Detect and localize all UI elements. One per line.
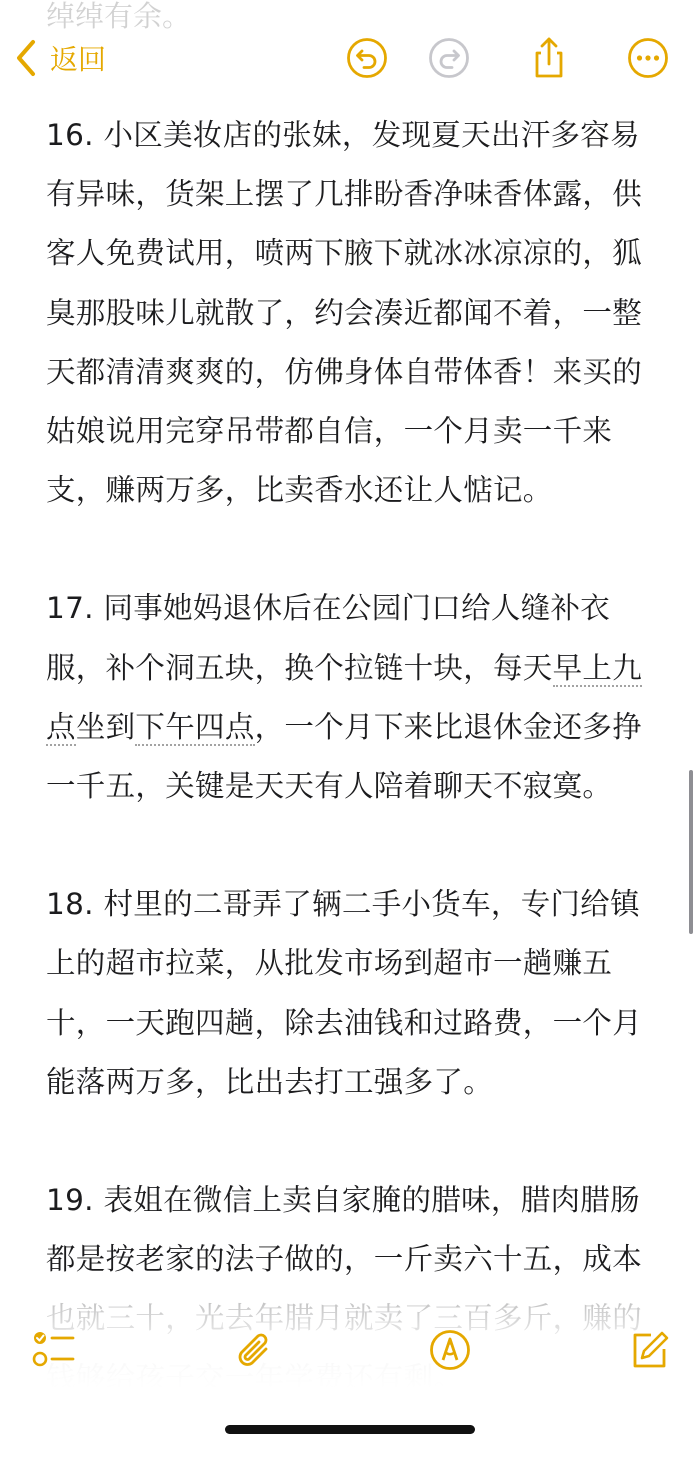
detected-time-link[interactable]: 下午四点	[135, 709, 255, 744]
back-button[interactable]	[14, 38, 106, 78]
compose-icon[interactable]	[627, 1328, 671, 1372]
detected-time-link[interactable]: 早上九点	[46, 650, 643, 744]
note-body[interactable]	[46, 106, 658, 1467]
markup-icon[interactable]	[428, 1328, 472, 1372]
paragraph-text: 坐到	[75, 709, 136, 744]
more-icon[interactable]	[626, 36, 670, 80]
note-paragraph-17	[46, 579, 658, 816]
paragraph-text: 17. 同事她妈退休后在公园门口给人缝补衣服，补个洞五块，换个拉链十块，每天	[46, 591, 611, 685]
note-paragraph-18: 18. 村里的二哥弄了辆二手小货车，专门给镇上的超市拉菜，从批发市场到超市一趟赚五十，一天跑四趟，除去油钱和过路费，一个月能落两万多，比出去打工强多了。	[46, 887, 643, 1099]
back-label: 返回	[50, 43, 107, 76]
attachment-icon[interactable]	[233, 1328, 277, 1372]
chevron-left-icon	[14, 38, 38, 78]
undo-icon[interactable]	[345, 36, 389, 80]
redo-icon[interactable]	[427, 36, 471, 80]
share-icon[interactable]	[527, 36, 571, 80]
note-paragraph-19: 19. 表姐在微信上卖自家腌的腊味，腊肉腊肠都是按老家的法子做的，一斤卖六十五，成本	[46, 1183, 643, 1277]
note-paragraph-16: 16. 小区美妆店的张妹，发现夏天出汗多容易有异味，货架上摆了几排盼香净味香体露，供客人免费试用，喷两下腋下就冰冰凉凉的，狐臭那股味儿就散了，约会凑近都闻不着，一整天都清清爽爽的，仿佛身体自带体香！来买的姑娘说用完穿吊带都自信，一个月卖一千来支，赚两万多，比卖香水还让人惦记。	[46, 118, 643, 508]
checklist-icon[interactable]	[31, 1328, 75, 1372]
home-indicator[interactable]	[225, 1425, 475, 1434]
paragraph-text: ，一个月下来比退休金还多挣一千五，关键是天天有人陪着聊天不寂寞。	[46, 709, 643, 804]
top-navigation-bar	[0, 0, 700, 118]
scrollbar-thumb[interactable]	[689, 770, 693, 934]
scrolled-previous-text: 绰绰有余。	[46, 0, 192, 33]
